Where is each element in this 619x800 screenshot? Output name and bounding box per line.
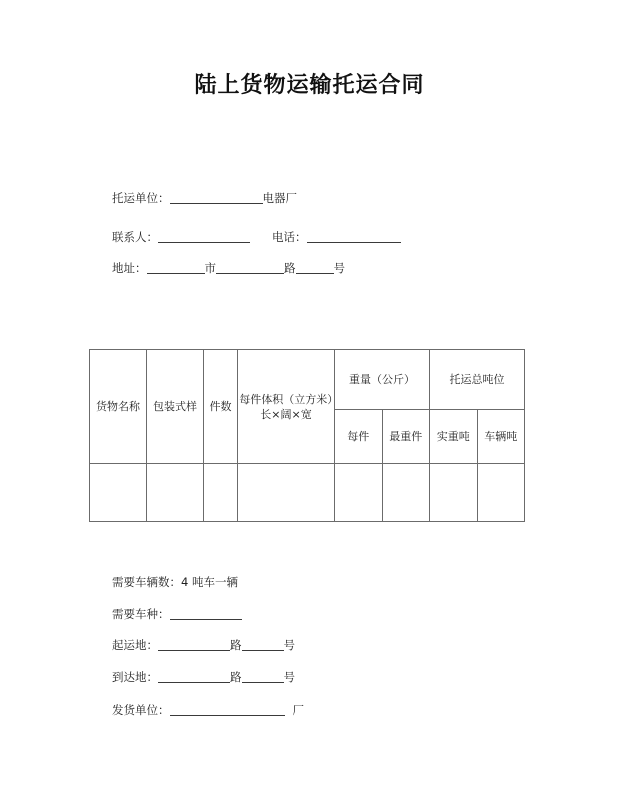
origin-number-input[interactable] xyxy=(242,638,284,651)
vehicle-type-input[interactable] xyxy=(170,607,242,620)
header-piece-count: 件数 xyxy=(204,350,238,464)
header-goods-name: 货物名称 xyxy=(90,350,147,464)
address-road-unit: 路 xyxy=(284,261,296,275)
address-city-unit: 市 xyxy=(204,261,216,275)
cargo-table xyxy=(89,349,525,522)
consignor-unit-suffix: 电器厂 xyxy=(262,191,297,205)
field-row-contact xyxy=(112,229,401,245)
shipper-unit-label: 发货单位： xyxy=(112,703,170,717)
cell-piece-count[interactable] xyxy=(204,464,238,522)
table-header-row-primary xyxy=(90,350,525,410)
field-row-address xyxy=(112,260,345,276)
shipper-unit-input[interactable] xyxy=(170,703,285,716)
cell-tonnage-actual[interactable] xyxy=(430,464,478,522)
header-tonnage-group: 托运总吨位 xyxy=(430,350,525,410)
field-row-destination xyxy=(112,669,295,685)
contact-label: 联系人： xyxy=(112,230,158,244)
header-volume-per-piece: 每件体积（立方米）长×阔×宽 xyxy=(238,350,335,464)
cell-tonnage-vehicle[interactable] xyxy=(477,464,525,522)
address-number-input[interactable] xyxy=(296,261,334,274)
vehicle-count-label: 需要车辆数： xyxy=(112,575,181,589)
field-row-shipper-unit xyxy=(112,702,304,718)
phone-label: 电话： xyxy=(272,230,307,244)
address-label: 地址： xyxy=(112,261,147,275)
field-row-consignor-unit xyxy=(112,190,297,206)
cell-weight-heaviest[interactable] xyxy=(382,464,430,522)
address-city-input[interactable] xyxy=(147,261,205,274)
origin-number-unit: 号 xyxy=(283,638,295,652)
destination-number-unit: 号 xyxy=(283,670,295,684)
field-row-vehicle-type xyxy=(112,606,242,622)
consignor-unit-input[interactable] xyxy=(170,191,263,204)
consignor-unit-label: 托运单位： xyxy=(112,191,170,205)
vehicle-count-value: 4 吨车一辆 xyxy=(181,575,238,589)
field-row-vehicle-count xyxy=(112,574,238,590)
cell-volume-per-piece[interactable] xyxy=(238,464,335,522)
header-packing-style: 包装式样 xyxy=(147,350,204,464)
page-title: 陆上货物运输托运合同 xyxy=(194,73,425,98)
shipper-unit-suffix: 厂 xyxy=(292,703,304,717)
origin-label: 起运地： xyxy=(112,638,158,652)
cell-packing-style[interactable] xyxy=(147,464,204,522)
vehicle-type-label: 需要车种： xyxy=(112,607,170,621)
header-tonnage-actual: 实重吨 xyxy=(430,410,478,464)
header-weight-heaviest: 最重件 xyxy=(382,410,430,464)
phone-input[interactable] xyxy=(307,230,401,243)
origin-road-input[interactable] xyxy=(158,638,230,651)
contact-input[interactable] xyxy=(158,230,250,243)
destination-number-input[interactable] xyxy=(242,670,284,683)
header-weight-group: 重量（公斤） xyxy=(335,350,430,410)
header-tonnage-vehicle: 车辆吨 xyxy=(477,410,525,464)
destination-road-input[interactable] xyxy=(158,670,230,683)
address-road-input[interactable] xyxy=(216,261,284,274)
destination-label: 到达地： xyxy=(112,670,158,684)
header-weight-per-piece: 每件 xyxy=(335,410,383,464)
table-row xyxy=(90,464,525,522)
origin-road-unit: 路 xyxy=(230,638,242,652)
cell-weight-per-piece[interactable] xyxy=(335,464,383,522)
cell-goods-name[interactable] xyxy=(90,464,147,522)
address-number-unit: 号 xyxy=(333,261,345,275)
destination-road-unit: 路 xyxy=(230,670,242,684)
field-row-origin xyxy=(112,637,295,653)
